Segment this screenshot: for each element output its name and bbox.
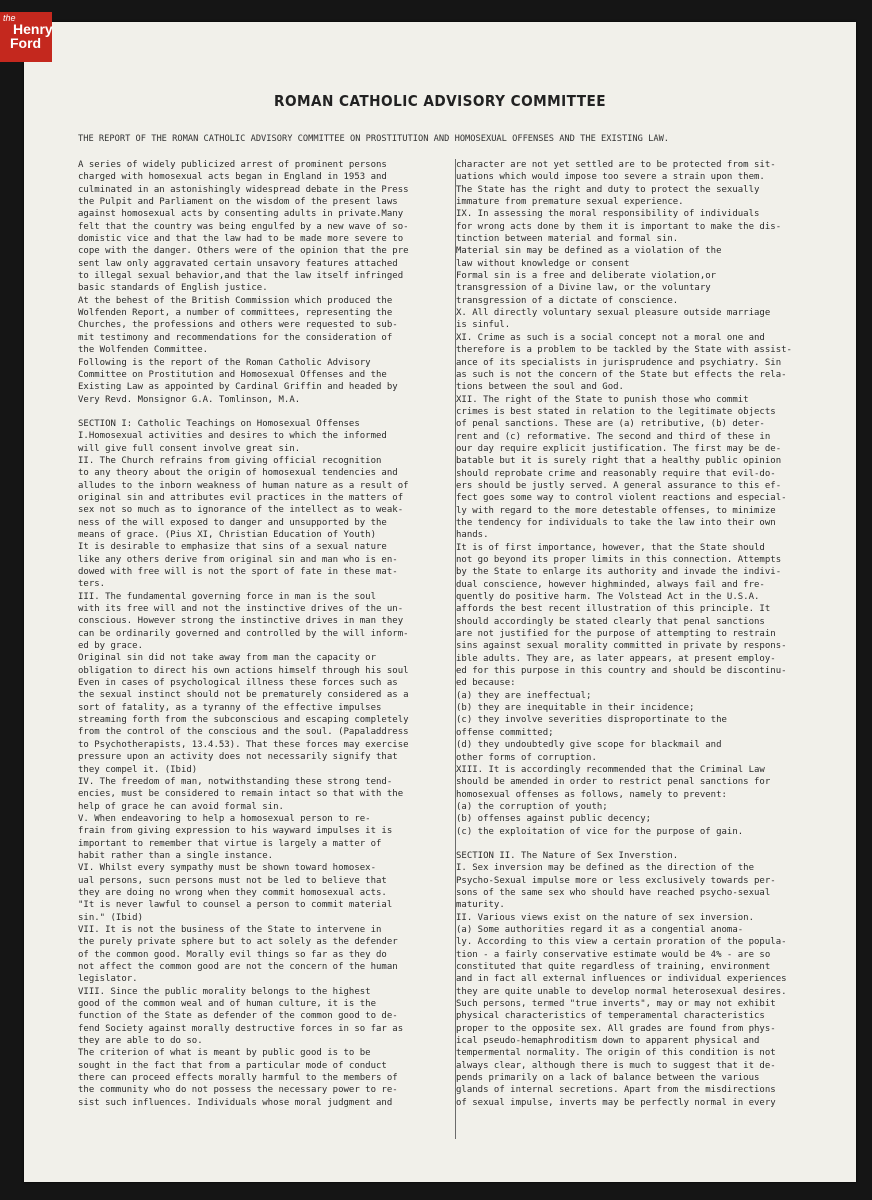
text-line: to Psychotherapists, 13.4.53). That these forces may exercise xyxy=(78,739,409,750)
text-line: to illegal sexual behavior,and that the law itself infringed xyxy=(78,271,404,282)
text-line: Churches, the professions and others were requested to sub- xyxy=(78,320,398,331)
text-line: of sexual impulse, inverts may be perfectly normal in every xyxy=(456,1097,776,1108)
text-line: VII. It is not the business of the State to intervene in xyxy=(78,924,382,935)
text-line: the tendency for individuals to take the law into their own xyxy=(456,517,776,528)
text-line: they are doing no wrong when they commit homosexual acts. xyxy=(78,887,387,898)
text-line: ers should be justly served. A general assurance to this ef- xyxy=(456,480,782,491)
text-line: At the behest of the British Commission which produced the xyxy=(78,295,393,306)
text-line: there can proceed effects morally harmful to the members of xyxy=(78,1073,398,1084)
text-line: It is of first importance, however, that the State should xyxy=(456,542,765,553)
text-line: like any others derive from original sin and man who is en- xyxy=(78,554,398,565)
text-line: V. When endeavoring to help a homosexual person to re- xyxy=(78,813,371,824)
text-line: encies, must be considered to remain intact so that with the xyxy=(78,789,404,800)
text-line: ed for this purpose in this country and should be discontinu- xyxy=(456,666,787,677)
text-line: Such persons, termed "true inverts", may or may not exhibit xyxy=(456,999,776,1010)
text-line: the Wolfenden Committee. xyxy=(78,345,209,356)
text-line: Psycho-Sexual impulse more or less exclusively towards per- xyxy=(456,875,776,886)
text-line: physical characteristics of temperamental characteristics xyxy=(456,1011,765,1022)
text-line: will give full consent involve great sin. xyxy=(78,443,301,454)
text-line: other forms of corruption. xyxy=(456,752,597,763)
text-line: function of the State as defender of the common good to de- xyxy=(78,1011,398,1022)
text-line: obligation to direct his own actions himself through his soul xyxy=(78,665,409,676)
left-column xyxy=(78,159,456,1159)
text-line: sons of the same sex who should have reached psycho-sexual xyxy=(456,887,771,898)
text-line: IV. The freedom of man, notwithstanding these strong tend- xyxy=(78,776,393,787)
text-line: constituted that quite regardless of training, environment xyxy=(456,962,771,972)
text-line: ible adults. They are, as later appears, at present employ- xyxy=(456,653,776,664)
text-line: ical pseudo-hemaphroditism down to apparent physical and xyxy=(456,1036,760,1047)
text-line: batable but it is surely right that a healthy public opinion xyxy=(456,456,782,467)
text-line: "It is never lawful to counsel a person to commit material xyxy=(78,900,393,911)
text-line: uations which would impose too severe a strain upon them. xyxy=(456,172,765,183)
text-line: cope with the danger. Others were of the opinion that the pre xyxy=(78,246,409,257)
text-line: (a) Some authorities regard it as a congential anoma- xyxy=(456,924,744,935)
text-line: and in fact all external influences or individual experiences xyxy=(456,974,787,985)
text-line: immature from premature sexual experience. xyxy=(456,197,684,208)
text-line xyxy=(456,838,832,850)
text-line: the Pulpit and Parliament on the wisdom of the present laws xyxy=(78,197,398,208)
text-line: our day require explicit justification. The first may be de- xyxy=(456,443,782,454)
text-line: should be amended in order to restrict penal sanctions for xyxy=(456,777,771,788)
text-line: help of grace he can avoid formal sin. xyxy=(78,801,284,812)
text-line: II. The Church refrains from giving official recognition xyxy=(78,455,382,466)
text-line: streaming forth from the subconscious and escaping completely xyxy=(78,715,409,726)
text-line: glands of internal secretions. Apart from the misdirections xyxy=(456,1085,776,1096)
text-line: the community who do not possess the necessary power to re- xyxy=(78,1085,398,1096)
text-line: ual persons, sucn persons must not be led to believe that xyxy=(78,875,387,886)
text-line: felt that the country was being engulfed by a new wave of so- xyxy=(78,221,409,232)
text-line: Wolfenden Report, a number of committees, representing the xyxy=(78,308,393,319)
logo-henry: Henry xyxy=(13,21,53,37)
text-line: dual conscience, however highminded, always fail and fre- xyxy=(456,579,765,590)
text-line: ly with regard to the more detestable offenses, to minimize xyxy=(456,505,776,516)
text-line: should reprobate crime and reasonably require that evil-do- xyxy=(456,468,776,479)
text-line: the sexual instinct should not be prematurely considered as a xyxy=(78,690,409,701)
text-line: ance of its specialists in jurisprudence and psychiatry. Sin xyxy=(456,357,782,368)
text-line: important to remember that virtue is largely a matter of xyxy=(78,838,382,849)
text-line: (b) they are inequitable in their incidence; xyxy=(456,703,695,714)
text-line: III. The fundamental governing force in man is the soul xyxy=(78,591,377,602)
text-line: sent law only aggravated certain unsavory features attached xyxy=(78,258,398,269)
text-line: X. All directly voluntary sexual pleasure outside marriage xyxy=(456,308,771,319)
text-line: The State has the right and duty to protect the sexually xyxy=(456,184,760,195)
text-line: ness of the will exposed to danger and unsupported by the xyxy=(78,517,387,528)
text-line: (d) they undoubtedly give scope for blackmail and xyxy=(456,740,722,751)
text-line: (b) offenses against public decency; xyxy=(456,814,652,825)
text-line: Formal sin is a free and deliberate violation,or xyxy=(456,271,717,282)
text-line: maturity. xyxy=(456,900,505,911)
text-line: Original sin did not take away from man the capacity or xyxy=(78,653,377,664)
text-line: sought in the fact that from a particular mode of conduct xyxy=(78,1060,387,1071)
text-line: tinction between material and formal sin. xyxy=(456,234,679,245)
text-line: SECTION I: Catholic Teachings on Homosexual Offenses xyxy=(78,418,360,429)
document-subtitle: THE REPORT OF THE ROMAN CATHOLIC ADVISORY COMMITTEE ON PROSTITUTION AND HOMOSEXUAL OFFENSES AND THE EXISTING LAW. xyxy=(78,134,670,144)
text-line: for wrong acts done by them it is important to make the dis- xyxy=(456,221,782,232)
text-line: sins against sexual morality committed in private by respons- xyxy=(456,641,787,652)
text-line: ed because: xyxy=(456,678,516,689)
text-line: should accordingly be stated clearly that penal sanctions xyxy=(456,616,765,627)
text-line: offense committed; xyxy=(456,727,554,738)
text-line: of the common good. Morally evil things so far as they do xyxy=(78,949,387,960)
text-line: affords the best recent illustration of this principle. It xyxy=(456,604,771,615)
text-line: Existing Law as appointed by Cardinal Griffin and headed by xyxy=(78,382,398,393)
text-line: II. Various views exist on the nature of sex inversion. xyxy=(456,912,755,923)
text-line: I.Homosexual activities and desires to which the informed xyxy=(78,431,387,442)
text-line xyxy=(78,406,456,418)
document-heading: ROMAN CATHOLIC ADVISORY COMMITTEE xyxy=(274,92,606,110)
text-line: can be ordinarily governed and controlled by the will inform- xyxy=(78,628,409,639)
text-line: pressure upon an activity does not necessarily signify that xyxy=(78,752,398,763)
text-line: are not justified for the purpose of attempting to restrain xyxy=(456,629,776,640)
text-line: IX. In assessing the moral responsibility of individuals xyxy=(456,209,760,220)
text-line: basic standards of English justice. xyxy=(78,283,268,294)
text-line: Very Revd. Monsignor G.A. Tomlinson, M.A. xyxy=(78,394,301,405)
text-line: law without knowledge or consent xyxy=(456,258,630,269)
text-line: proper to the opposite sex. All grades are found from phys- xyxy=(456,1023,776,1034)
text-line: pends primarily on a lack of balance between the various xyxy=(456,1073,760,1084)
text-line: (a) the corruption of youth; xyxy=(456,801,608,812)
right-column xyxy=(456,159,832,1149)
text-line: domistic vice and that the law had to be made more severe to xyxy=(78,234,404,245)
text-line: to any theory about the origin of homosexual tendencies and xyxy=(78,468,398,479)
text-line: I. Sex inversion may be defined as the direction of the xyxy=(456,863,755,874)
text-line: rent and (c) reformative. The second and third of these in xyxy=(456,431,771,442)
text-line: charged with homosexual acts began in England in 1953 and xyxy=(78,172,387,183)
text-line: quently do positive harm. The Volstead Act in the U.S.A. xyxy=(456,592,760,603)
text-line: A series of widely publicized arrest of prominent persons xyxy=(78,160,387,170)
text-line: Following is the report of the Roman Catholic Advisory xyxy=(78,357,371,368)
text-line: they compel it. (Ibid) xyxy=(78,764,198,775)
text-line: the purely private sphere but to act solely as the defender xyxy=(78,937,398,948)
text-line: means of grace. (Pius XI, Christian Education of Youth) xyxy=(78,529,377,540)
text-line: legislator. xyxy=(78,974,138,985)
text-line: character are not yet settled are to be protected from sit- xyxy=(456,160,776,170)
text-line: from the control of the conscious and the soul. (Papaladdress xyxy=(78,727,409,738)
text-line: alludes to the inborn weakness of human nature as a result of xyxy=(78,480,409,491)
text-line: sin." (Ibid) xyxy=(78,912,144,923)
text-line: good of the common weal and of human culture, it is the xyxy=(78,999,377,1010)
text-line: It is desirable to emphasize that sins of a sexual nature xyxy=(78,542,387,553)
text-line: Even in cases of psychological illness these forces such as xyxy=(78,678,398,689)
text-line: Material sin may be defined as a violation of the xyxy=(456,246,722,257)
text-line: always clear, although there is much to suggest that it de- xyxy=(456,1060,776,1071)
text-line: original sin and attributes evil practices in the matters of xyxy=(78,492,404,503)
text-line: against homosexual acts by consenting adults in private.Many xyxy=(78,209,404,220)
text-line: they are able to do so. xyxy=(78,1036,203,1047)
text-line: not affect the common good are not the concern of the human xyxy=(78,962,398,972)
logo-ford: Ford xyxy=(10,35,42,51)
text-line: mit testimony and recommendations for the consideration of xyxy=(78,332,393,343)
logo-the: the xyxy=(3,13,16,23)
text-line: tions between the soul and God. xyxy=(456,382,624,393)
text-line: sex not so much as to ignorance of the intellect as to weak- xyxy=(78,505,404,516)
text-line: sist such influences. Individuals whose moral judgment and xyxy=(78,1097,393,1108)
text-line: transgression of a Divine law, or the voluntary xyxy=(456,283,711,294)
text-line: frain from giving expression to his wayward impulses it is xyxy=(78,826,393,837)
text-line: dowed with free will is not the sport of fate in these mat- xyxy=(78,567,398,577)
text-line: tion - a fairly conservative estimate would be 4% - are so xyxy=(456,949,771,960)
text-line: fend Society against morally destructive forces in so far as xyxy=(78,1023,404,1034)
text-line: XI. Crime as such is a social concept not a moral one and xyxy=(456,332,765,343)
text-line: crimes is best stated in relation to the legitimate objects xyxy=(456,406,776,417)
text-line: The criterion of what is meant by public good is to be xyxy=(78,1048,371,1059)
text-line: as such is not the concern of the State but effects the rela- xyxy=(456,369,787,380)
text-line: by the State to enlarge its authority and invade the indivi- xyxy=(456,567,782,578)
text-line: ly. According to this view a certain proration of the popula- xyxy=(456,937,787,948)
text-line: homosexual offenses as follows, namely to prevent: xyxy=(456,789,727,800)
text-line: VI. Whilst every sympathy must be shown toward homosex- xyxy=(78,863,377,874)
text-line: is sinful. xyxy=(456,320,511,331)
text-line: tempermental normality. The origin of this condition is not xyxy=(456,1048,776,1059)
text-line: transgression of a dictate of conscience. xyxy=(456,295,679,306)
text-line: hands. xyxy=(456,530,489,541)
text-line: they are quite unable to develop normal heterosexual desires. xyxy=(456,986,787,997)
text-line: XII. The right of the State to punish those who commit xyxy=(456,394,749,405)
text-line: VIII. Since the public morality belongs to the highest xyxy=(78,986,371,997)
text-line: fect goes some way to control violent reactions and especial- xyxy=(456,493,787,504)
text-line: (c) they involve severities disproportinate to the xyxy=(456,715,727,726)
text-line: therefore is a problem to be tackled by the State with assist- xyxy=(456,345,792,356)
henry-ford-logo xyxy=(0,12,52,62)
document-page xyxy=(24,22,856,1182)
text-line: sort of fatality, as a tyranny of the effective impulses xyxy=(78,702,382,713)
text-line: conscious. However strong the instinctive drives in man they xyxy=(78,616,404,627)
text-line: Committee on Prostitution and Homosexual Offenses and the xyxy=(78,369,387,380)
text-line: ed by grace. xyxy=(78,641,144,652)
text-line: XIII. It is accordingly recommended that the Criminal Law xyxy=(456,764,765,775)
text-line: with its free will and not the instinctive drives of the un- xyxy=(78,604,404,615)
text-line: culminated in an astonishingly widespread debate in the Press xyxy=(78,184,409,195)
text-line: ters. xyxy=(78,579,106,590)
text-line: (c) the exploitation of vice for the purpose of gain. xyxy=(456,826,744,837)
text-line: SECTION II. The Nature of Sex Inverstion. xyxy=(456,850,679,861)
text-line: not go beyond its proper limits in this connection. Attempts xyxy=(456,555,782,565)
text-line: of penal sanctions. These are (a) retributive, (b) deter- xyxy=(456,419,765,430)
text-line: habit rather than a single instance. xyxy=(78,850,274,861)
text-line: (a) they are ineffectual; xyxy=(456,690,592,701)
